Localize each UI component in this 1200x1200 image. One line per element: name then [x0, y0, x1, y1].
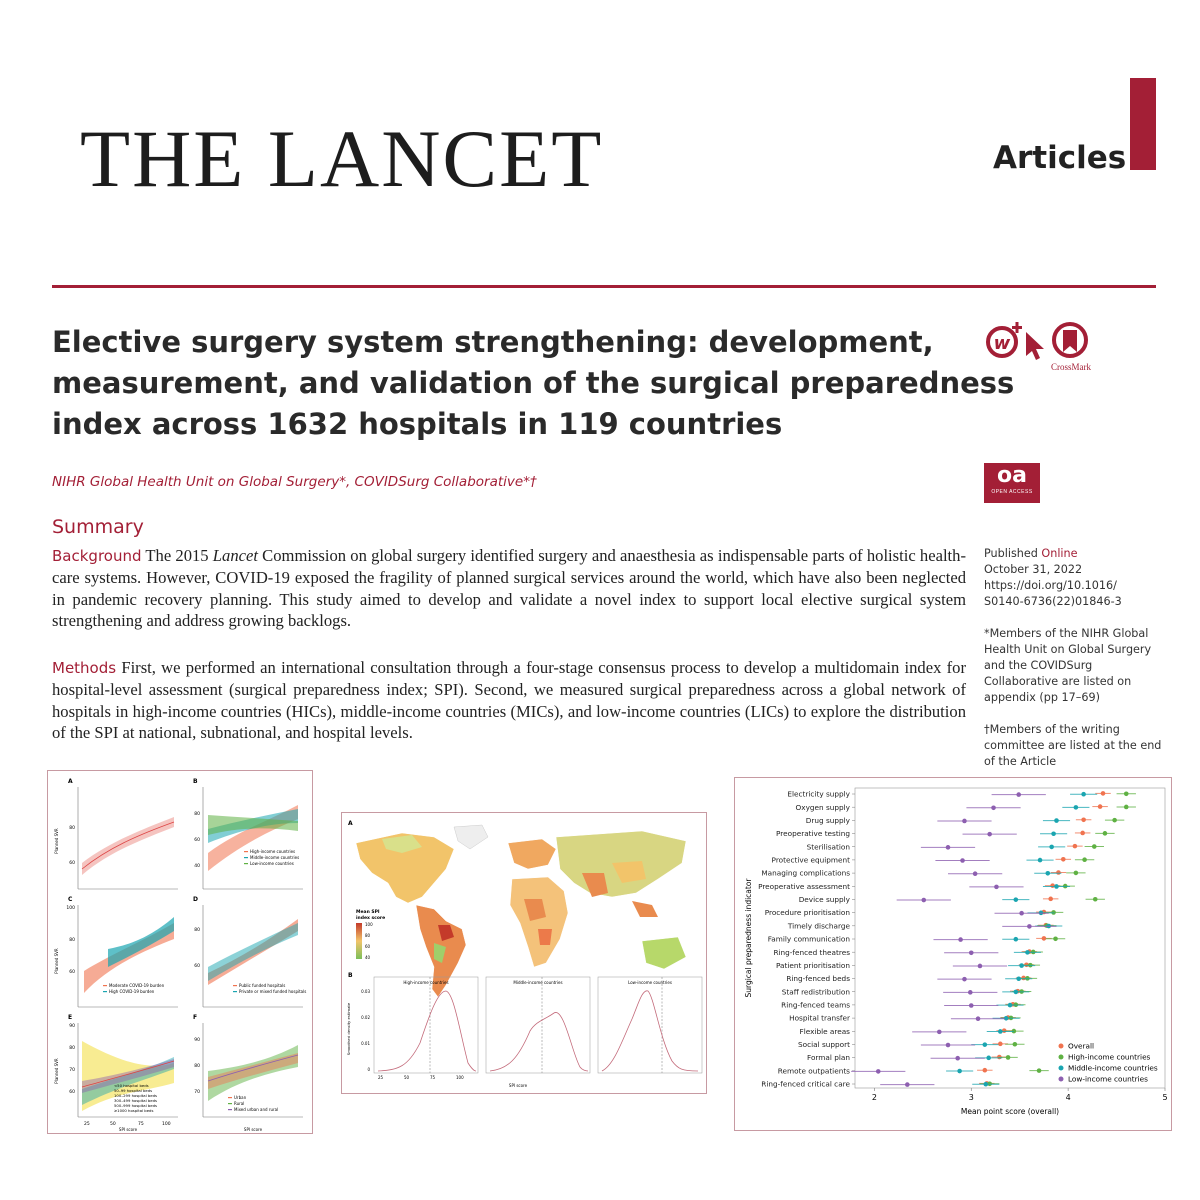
x-tick-label: 4 [1065, 1093, 1071, 1102]
svg-text:w: w [993, 333, 1011, 354]
indicator-label: Patient prioritisation [775, 960, 850, 970]
panel-d-legend: Private or mixed funded hospitals [239, 989, 307, 994]
indicator-label: Electricity supply [787, 789, 850, 799]
data-point [1037, 1068, 1042, 1073]
panel-e-legend: <50 hospital beds [114, 1083, 149, 1088]
data-point [962, 977, 967, 982]
sidebar-published [984, 546, 1164, 610]
density-xtick: 50 [404, 1075, 410, 1080]
data-point [1074, 871, 1079, 876]
data-point [976, 1016, 981, 1021]
panel-a [54, 778, 178, 889]
doi-line-1[interactable]: https://doi.org/10.1016/ [984, 579, 1117, 592]
density-xlabel: SPI score [508, 1083, 528, 1088]
panel-b-legend: Middle-income countries [250, 855, 300, 860]
map-panel-b-label: B [348, 972, 353, 979]
data-point [994, 885, 999, 890]
panel-c-ytick: 100 [66, 906, 75, 911]
map-legend-tick: 80 [365, 933, 371, 938]
data-point [1019, 911, 1024, 916]
data-point [962, 819, 967, 824]
open-access-label: OPEN ACCESS [991, 489, 1033, 495]
panel-d-label: D [193, 896, 198, 903]
panel-c-label: C [68, 896, 73, 903]
world-map-figure [341, 812, 707, 1094]
data-point [1074, 805, 1079, 810]
section-label: Articles [993, 140, 1127, 176]
panel-f-legend: Rural [234, 1101, 245, 1106]
data-point [968, 990, 973, 995]
data-point [983, 1082, 988, 1087]
data-point [987, 832, 992, 837]
data-point [969, 950, 974, 955]
indicator-label: Ring-fenced beds [786, 974, 850, 984]
crossmark-label: CrossMark [1051, 362, 1091, 372]
published-online-link[interactable]: Online [1041, 547, 1078, 560]
panel-a-ytick: 60 [69, 861, 75, 866]
density-xtick: 25 [378, 1075, 384, 1080]
panel-c-legend: Moderate COVID-19 burden [109, 983, 165, 988]
data-point [955, 1056, 960, 1061]
panel-b [193, 778, 303, 889]
density-lic [598, 977, 702, 1073]
data-point [1098, 804, 1103, 809]
indicator-label: Device supply [798, 895, 850, 905]
data-point [921, 898, 926, 903]
data-point [1014, 897, 1019, 902]
panel-c-ylabel: Planned SVR [54, 948, 59, 974]
density-title-hic: High-income countries [403, 980, 449, 985]
sidebar-members-note: *Members of the NIHR Global Health Unit on Global Surgery and the COVIDSurg Collaborative are listed on appendix (pp 17–69) [984, 627, 1152, 704]
indicator-label: Preoperative testing [776, 829, 850, 839]
indicator-label: Procedure prioritisation [764, 908, 850, 918]
density-ytick: 0.02 [361, 1015, 370, 1020]
background-text-1: The 2015 [141, 546, 213, 565]
data-point [1016, 792, 1021, 797]
indicator-label: Social support [798, 1040, 850, 1050]
panel-e-ylabel: Planned SVR [54, 1058, 59, 1084]
data-point [1092, 844, 1097, 849]
density-mic [486, 977, 590, 1088]
panel-e-legend: 50–99 hospital beds [114, 1088, 153, 1093]
data-point [1008, 1003, 1013, 1008]
regression-figure [47, 770, 313, 1134]
x-tick-label: 2 [871, 1093, 877, 1102]
y-axis-label: Surgical preparedness indicator [744, 878, 753, 998]
panel-e-xtick: 100 [162, 1122, 171, 1127]
map-legend-title: Mean SPI [356, 910, 380, 915]
indicator-label: Preoperative assessment [758, 881, 850, 891]
panel-e-ytick: 90 [69, 1024, 75, 1029]
data-point [998, 1042, 1003, 1047]
open-access-badge[interactable] [984, 463, 1040, 503]
journal-masthead: THE LANCET [80, 113, 604, 204]
panel-b-ytick: 40 [194, 864, 200, 869]
data-point [1053, 937, 1058, 942]
data-point [1042, 936, 1047, 941]
panel-e-xlabel: SPI score [118, 1127, 138, 1132]
indicator-label: Managing complications [761, 868, 850, 878]
panel-f-ytick: 70 [194, 1090, 200, 1095]
panel-c-legend: High COVID-19 burden [109, 989, 155, 994]
panel-e-legend: 300–499 hospital beds [114, 1098, 157, 1103]
panel-d [193, 896, 306, 1007]
map-legend-tick: 40 [365, 955, 371, 960]
panel-b-ytick: 80 [194, 812, 200, 817]
density-ylabel: Smoothed density estimate [346, 1002, 351, 1056]
legend-entry: Middle-income countries [1068, 1063, 1158, 1073]
panel-c-ytick: 60 [69, 970, 75, 975]
indicator-label: Formal plan [807, 1053, 850, 1063]
map-legend-tick: 100 [365, 922, 373, 927]
panel-d-ytick: 60 [194, 964, 200, 969]
indicator-label: Staff redistribution [781, 987, 850, 997]
data-point [1038, 858, 1043, 863]
header-rule [52, 285, 1156, 288]
web-extra-icon[interactable] [988, 322, 1022, 356]
data-point [1049, 845, 1054, 850]
published-prefix: Published [984, 547, 1042, 560]
data-point [991, 805, 996, 810]
methods-paragraph [52, 657, 966, 744]
indicator-label: Family communication [767, 934, 850, 944]
article-tools-icons [982, 318, 1094, 362]
data-point [1054, 818, 1059, 823]
data-point [1051, 831, 1056, 836]
legend-entry: High-income countries [1068, 1052, 1151, 1062]
regression-panels [48, 771, 312, 1133]
panel-f-ytick: 80 [194, 1064, 200, 1069]
article-authors: NIHR Global Health Unit on Global Surgery*, COVIDSurg Collaborative*† [52, 474, 537, 490]
data-point [1112, 818, 1117, 823]
data-point [1016, 976, 1021, 981]
data-point [1013, 1042, 1018, 1047]
crossmark-icon[interactable] [1054, 324, 1086, 356]
cursor-icon [1026, 332, 1044, 360]
world-map [356, 825, 686, 997]
panel-e-ytick: 60 [69, 1090, 75, 1095]
indicator-label: Ring-fenced teams [781, 1000, 850, 1010]
data-point [1056, 870, 1061, 875]
legend-marker [1059, 1066, 1064, 1071]
indicator-dot-plot [734, 777, 1172, 1131]
panel-a-label: A [68, 778, 73, 785]
data-point [958, 937, 963, 942]
data-point [1027, 924, 1032, 929]
sidebar-writing-note: †Members of the writing committee are listed at the end of the Article [984, 723, 1162, 768]
data-point [1045, 871, 1050, 876]
x-tick-label: 5 [1162, 1093, 1168, 1102]
data-point [1048, 897, 1053, 902]
x-tick-label: 3 [968, 1093, 974, 1102]
panel-e-legend: 100–299 hospital beds [114, 1093, 157, 1098]
data-point [946, 1043, 951, 1048]
methods-label: Methods [52, 659, 117, 677]
title-line-1: Elective surgery system strengthening: development, [52, 325, 934, 359]
density-hic [374, 977, 478, 1080]
panel-f-legend: Urban [234, 1095, 247, 1100]
background-text-2: Commission on global surgery identified surgery and anaesthesia as indispensable parts of holistic health-care systems. However, COVID-19 exposed the fragility of planned surgical services around the world, which have also been neglected in pandemic recovery planning. This study aimed to develop and validate a novel index to support local elective surgical system strengthening and address growing backlogs. [52, 546, 966, 631]
panel-f-legend: Mixed urban and rural [234, 1107, 279, 1112]
data-point [973, 871, 978, 876]
legend-marker [1059, 1044, 1064, 1049]
data-point [937, 1030, 942, 1035]
map-panel-a-label: A [348, 820, 353, 827]
data-point [960, 858, 965, 863]
density-title-mic: Middle-income countries [513, 980, 563, 985]
indicator-label: Drug supply [805, 815, 850, 825]
indicator-label: Flexible areas [799, 1026, 850, 1036]
panel-e-xtick: 25 [84, 1122, 90, 1127]
panel-a-ylabel: Planned SVR [54, 828, 59, 854]
data-point [983, 1068, 988, 1073]
data-point [998, 1029, 1003, 1034]
data-point [876, 1069, 881, 1074]
map-legend-tick: 60 [365, 944, 371, 949]
legend-entry: Overall [1068, 1041, 1095, 1051]
summary-heading: Summary [52, 516, 144, 538]
data-point [1101, 791, 1106, 796]
data-point [946, 845, 951, 850]
doi-line-2[interactable]: S0140-6736(22)01846-3 [984, 595, 1122, 608]
data-point [905, 1082, 910, 1087]
title-line-3: index across 1632 hospitals in 119 countries [52, 407, 783, 441]
data-point [1014, 990, 1019, 995]
indicator-label: Timely discharge [787, 921, 850, 931]
panel-d-legend: Public funded hospitals [239, 983, 286, 988]
panel-e-xtick: 75 [138, 1122, 144, 1127]
data-point [1081, 792, 1086, 797]
indicator-label: Sterilisation [806, 842, 850, 852]
background-label: Background [52, 547, 142, 565]
title-line-2: measurement, and validation of the surgical preparedness [52, 366, 1015, 400]
panel-b-label: B [193, 778, 198, 785]
panel-c-ytick: 80 [69, 938, 75, 943]
data-point [986, 1056, 991, 1061]
density-xtick: 75 [430, 1075, 436, 1080]
data-point [978, 964, 983, 969]
panel-f-xlabel: SPI score [243, 1127, 263, 1132]
plot-frame [855, 788, 1165, 1088]
data-point [1093, 897, 1098, 902]
data-point [1061, 857, 1066, 862]
data-point [1050, 883, 1055, 888]
data-point [1054, 884, 1059, 889]
panel-a-ytick: 80 [69, 826, 75, 831]
map-legend-title-2: index score [356, 916, 386, 921]
panel-b-legend: High-income countries [250, 849, 296, 854]
legend-marker [1059, 1077, 1064, 1082]
density-title-lic: Low-income countries [628, 980, 672, 985]
panel-e-legend: ≥1000 hospital beds [114, 1108, 154, 1113]
map-panels [342, 813, 706, 1093]
panel-f-label: F [193, 1014, 198, 1021]
indicator-label: Protective equipment [771, 855, 850, 865]
x-axis-label: Mean point score (overall) [960, 1107, 1060, 1116]
data-point [969, 1003, 974, 1008]
dot-plot-canvas [735, 778, 1171, 1130]
panel-b-ytick: 60 [194, 838, 200, 843]
data-point [1006, 1055, 1011, 1060]
panel-e [54, 1014, 178, 1132]
data-point [1014, 937, 1019, 942]
data-point [1103, 831, 1108, 836]
indicator-label: Hospital transfer [789, 1013, 850, 1023]
published-date: October 31, 2022 [984, 563, 1083, 576]
data-point [1080, 831, 1085, 836]
indicator-label: Ring-fenced critical care [761, 1079, 850, 1089]
data-point [957, 1069, 962, 1074]
panel-e-ytick: 80 [69, 1046, 75, 1051]
data-point [1124, 792, 1129, 797]
data-point [1082, 857, 1087, 862]
open-access-icon: oa [997, 463, 1027, 488]
indicator-label: Remote outpatients [777, 1066, 850, 1076]
data-point [1019, 963, 1024, 968]
panel-c [54, 896, 178, 1007]
panel-f [193, 1014, 303, 1132]
indicator-label: Oxygen supply [795, 802, 850, 812]
map-color-legend [356, 909, 385, 960]
background-italic: Lancet [212, 546, 258, 565]
data-point [1025, 950, 1030, 955]
brand-accent-bar [1130, 78, 1156, 170]
panel-e-ytick: 70 [69, 1068, 75, 1073]
density-xtick: 100 [456, 1075, 464, 1080]
density-ytick: 0.03 [361, 989, 370, 994]
indicator-label: Ring-fenced theatres [773, 947, 850, 957]
legend-entry: Low-income countries [1068, 1074, 1148, 1084]
density-ytick: 0.01 [361, 1041, 370, 1046]
data-point [983, 1042, 988, 1047]
panel-e-xtick: 50 [110, 1122, 116, 1127]
article-title [52, 322, 1015, 445]
panel-d-ytick: 80 [194, 928, 200, 933]
data-point [1073, 844, 1078, 849]
data-point [1124, 805, 1129, 810]
panel-e-label: E [68, 1014, 73, 1021]
density-ytick: 0 [367, 1067, 370, 1072]
methods-text: First, we performed an international consultation through a four-stage consensus process to develop a multidomain index for hospital-level assessment (surgical preparedness index; SPI). Second, we measured surgical preparedness across a global network of hospitals in high-income countries (HICs), middle-income countries (MICs), and low-income countries (LICs) to explore the distribution of the SPI at national, subnational, and hospital levels. [52, 658, 966, 743]
panel-f-ytick: 90 [194, 1038, 200, 1043]
panel-b-legend: Low-income countries [250, 861, 294, 866]
legend-marker [1059, 1055, 1064, 1060]
background-paragraph [52, 545, 966, 632]
panel-e-legend: 500–999 hospital beds [114, 1103, 157, 1108]
data-point [1081, 817, 1086, 822]
